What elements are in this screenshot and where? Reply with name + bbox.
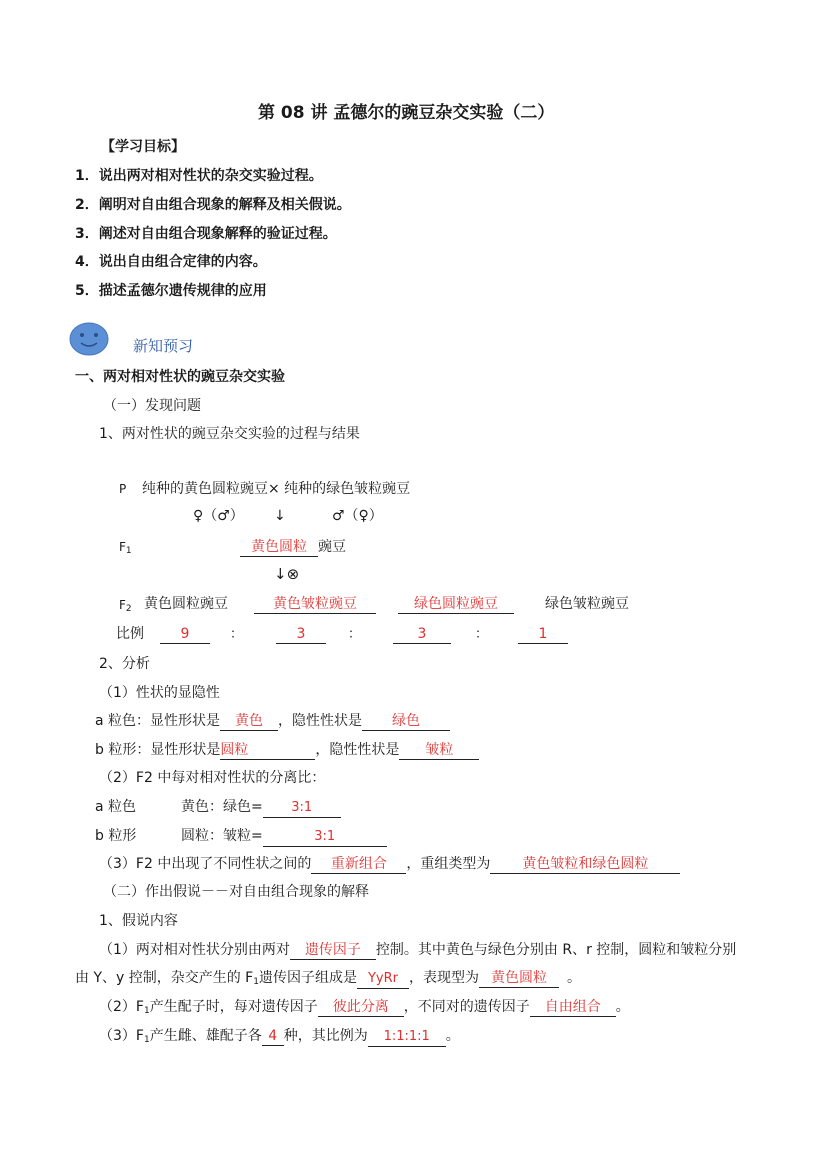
cross-arrow: ↓ (274, 508, 286, 524)
objective-item: 2．阐明对自由组合现象的解释及相关假说。 (75, 197, 351, 213)
gamete-types-answer[interactable]: 4 (262, 1027, 284, 1046)
shape-ratio-label: b 粒形 (95, 828, 137, 844)
shape-ratio-answer[interactable]: 3:1 (263, 828, 387, 847)
genetic-factor-answer[interactable]: 遗传因子 (290, 941, 376, 960)
recombinant-types-answer[interactable]: 黄色皱粒和绿色圆粒 (490, 855, 680, 874)
page-title: 第 08 讲 孟德尔的豌豆杂交实验（二） (258, 103, 555, 123)
preview-label: 新知预习 (133, 337, 194, 355)
ratio-value[interactable]: 3 (393, 625, 451, 644)
sex-symbols-right: ♂（♀） (332, 508, 383, 524)
section-heading: 一、两对相对性状的豌豆杂交实验 (75, 369, 285, 385)
ratio-colon: ： (475, 627, 489, 642)
ratio-value[interactable]: 1 (518, 625, 568, 644)
smiley-face-icon (69, 322, 109, 356)
recessive-color-answer[interactable]: 绿色 (362, 712, 450, 731)
f1-phenotype-answer[interactable]: 黄色圆粒 (479, 969, 559, 988)
color-ratio-label: a 粒色 (95, 799, 137, 815)
subsection-heading: （一）发现问题 (103, 398, 201, 414)
dominant-shape-answer[interactable]: 圆粒 (220, 741, 315, 760)
hypothesis-1-row: （1）两对相对性状分别由两对 遗传因子 控制。其中黄色与绿色分别由 R、r 控制，圆粒和皱粒分别 (99, 942, 737, 958)
shape-ratio-row: 圆粒：皱粒= 3:1 (181, 826, 387, 847)
p-cross-text: 纯种的黄色圆粒豌豆× 纯种的绿色皱粒豌豆 (142, 481, 411, 497)
recombination-row: （3）F2 中出现了不同性状之间的 重新组合 ，重组类型为 黄色皱粒和绿色圆粒 (99, 854, 680, 874)
f2-answer-2[interactable]: 黄色皱粒豌豆 (254, 595, 376, 614)
f2-label: $F_2$ (119, 598, 132, 614)
item-heading: 1、两对性状的豌豆杂交实验的过程与结果 (99, 426, 360, 442)
segregation-answer[interactable]: 彼此分离 (318, 998, 404, 1017)
hypothesis-1b-row: 由 Y、y 控制，杂交产生的 $F_1$遗传因子组成是 YyRr ，表现型为 黄色圆粒 。 (75, 970, 581, 987)
ratio-value[interactable]: 9 (160, 625, 210, 644)
gamete-ratio-answer[interactable]: 1:1:1:1 (368, 1028, 446, 1047)
objective-item: 5．描述孟德尔遗传规律的应用 (75, 283, 267, 299)
ratio-colon: ： (230, 627, 244, 642)
f1-row (240, 537, 346, 557)
f2-answer-3[interactable]: 绿色圆粒豌豆 (398, 595, 514, 614)
seed-color-row: a 粒色：显性形状是 黄色 ，隐性性状是 绿色 (95, 711, 450, 731)
color-ratio-answer[interactable]: 3:1 (263, 799, 341, 818)
f2-phenotype-1: 黄色圆粒豌豆 (144, 596, 228, 612)
color-ratio-row: 黄色：绿色= 3:1 (181, 797, 341, 818)
selfing-symbol: ↓⊗ (274, 565, 300, 583)
ratio-label: 比例 (116, 626, 144, 642)
f2-phenotype-4: 绿色皱粒豌豆 (545, 596, 629, 612)
ratio-value[interactable]: 3 (276, 625, 326, 644)
f1-genotype-answer[interactable]: YyRr (357, 970, 409, 989)
sex-symbols-left: ♀（♂） (193, 508, 244, 524)
analysis-1-heading: （1）性状的显隐性 (99, 685, 220, 701)
analysis-2-heading: （2）F2 中每对相对性状的分离比： (99, 770, 326, 786)
f1-suffix: 豌豆 (318, 539, 346, 555)
recombination-answer[interactable]: 重新组合 (311, 855, 406, 874)
free-combination-answer[interactable]: 自由组合 (530, 998, 616, 1017)
f1-answer[interactable]: 黄色圆粒 (240, 538, 318, 557)
item-heading: 2、分析 (99, 656, 150, 672)
item-heading: 1、假说内容 (99, 913, 178, 929)
f1-label: $F_1$ (119, 540, 132, 556)
p-label: P (119, 482, 127, 496)
recessive-shape-answer[interactable]: 皱粒 (399, 741, 479, 760)
objective-item: 3．阐述对自由组合现象解释的验证过程。 (75, 226, 337, 242)
ratio-colon: ： (348, 627, 362, 642)
dominant-color-answer[interactable]: 黄色 (220, 712, 278, 731)
seed-shape-row: b 粒形：显性形状是圆粒 ，隐性性状是 皱粒 (95, 740, 479, 760)
hypothesis-3-row: $(3)F_1$产生雌、雄配子各 4 种，其比例为 1:1:1:1 。 (99, 1028, 460, 1045)
objective-item: 4．说出自由组合定律的内容。 (75, 254, 267, 270)
objective-item: 1．说出两对相对性状的杂交实验过程。 (75, 168, 323, 184)
hypothesis-2-row: $(2)F_1$产生配子时，每对遗传因子 彼此分离 ，不同对的遗传因子 自由组合 。 (99, 999, 630, 1016)
subsection-heading: （二）作出假说－－对自由组合现象的解释 (103, 884, 369, 900)
objectives-heading: 【学习目标】 (101, 139, 185, 155)
